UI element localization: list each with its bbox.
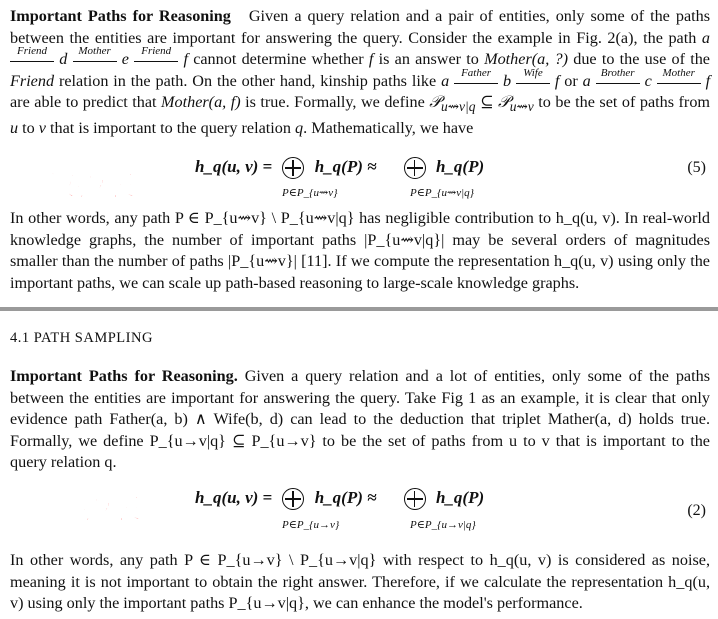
equation-number: (2) [687,502,706,519]
path-arrow-father: Father [454,72,498,86]
top-heading: Important Paths for Reasoning [10,7,231,25]
panel-divider [0,307,718,311]
path-arrow-brother: Brother [596,72,640,86]
direct-sum-icon [404,157,426,179]
bottom-equation: h_q(u, v) = h_q(P) ≈ h_q(P) P∈P_{u→v} P∈P_{u→v|q} (2) [195,488,706,531]
plagiarized-stamp-label: 被抄袭 [46,168,137,202]
direct-sum-icon [282,488,304,510]
section-heading: 4.1 PATH SAMPLING [10,330,153,346]
direct-sum-icon [404,488,426,510]
bottom-paragraph-2: In other words, any path P ∈ P_{u→v} \ P_{u→v|q} with respect to h_q(u, v) is considered as noise, meaning it is not important to obtain the right answer. Therefore, if we calculate the representation h_q(u, v) using only the important paths P_{u→v|q}, we can enhance the model's performance. [10,551,710,612]
original-paper-excerpt [0,0,718,305]
top-equation: h_q(u, v) = h_q(P) ≈ h_q(P) P∈P_{u⇝v} P∈P_{u⇝v|q} (5) [195,157,706,199]
top-paragraph-2: In other words, any path P ∈ P_{u⇝v} \ P_{u⇝v|q} has negligible contribution to h_q(u, v). In real-world knowledge graphs, the number of important paths |P_{u⇝v|q}| may be several orders of magnitudes smaller than the number of paths |P_{u⇝v}| [11]. If we compute the representation h_q(u, v) using only the important paths, we can scale up path-based reasoning to large-scale knowledge graphs. [10,209,710,292]
path-arrow-wife: Wife [516,72,550,86]
copied-stamp-label: 抄袭 [82,491,143,525]
path-arrow-mother-2: Mother [657,72,701,86]
equation-number: (5) [687,159,706,176]
direct-sum-icon [282,157,304,179]
bottom-heading: Important Paths for Reasoning. [10,367,238,385]
path-arrow-mother: Mother [73,50,117,64]
path-arrow-friend: Friend [10,50,54,64]
top-paragraph-1: Important Paths for Reasoning Given a query relation and a pair of entities, only some of the paths between the entities are important for answering the query. Consider the example in Fig. 2(a), the path a Friend d Mother e Friend f cannot determine whether f is an answer to Mother(a, ?) due to the use of the Friend relation in the path. On the other hand, kinship paths like a Father b Wife f or a Brother c Mother f are able to predict that Mother(a, f) is true. Formally, we define 𝒫$_{u⇝v|q}$ ⊆ 𝒫$_{u⇝v}$ to be the set of paths from u to v that is important to the query relation q. Mathematically, we have [10,7,711,137]
path-arrow-friend-2: Friend [134,50,178,64]
bottom-paragraph-1: Important Paths for Reasoning. Given a query relation and a lot of entities, only some of the paths between the entities are important for answering the query. Take Fig 1 as an example, it is clear that only evidence path Father(a, b) ∧ Wife(b, d) can lead to the deduction that triplet Mather(a, d) holds true. Formally, we define P_{u→v|q} ⊆ P_{u→v} to be the set of paths from u to v that is important to the query relation q. [10,367,710,471]
